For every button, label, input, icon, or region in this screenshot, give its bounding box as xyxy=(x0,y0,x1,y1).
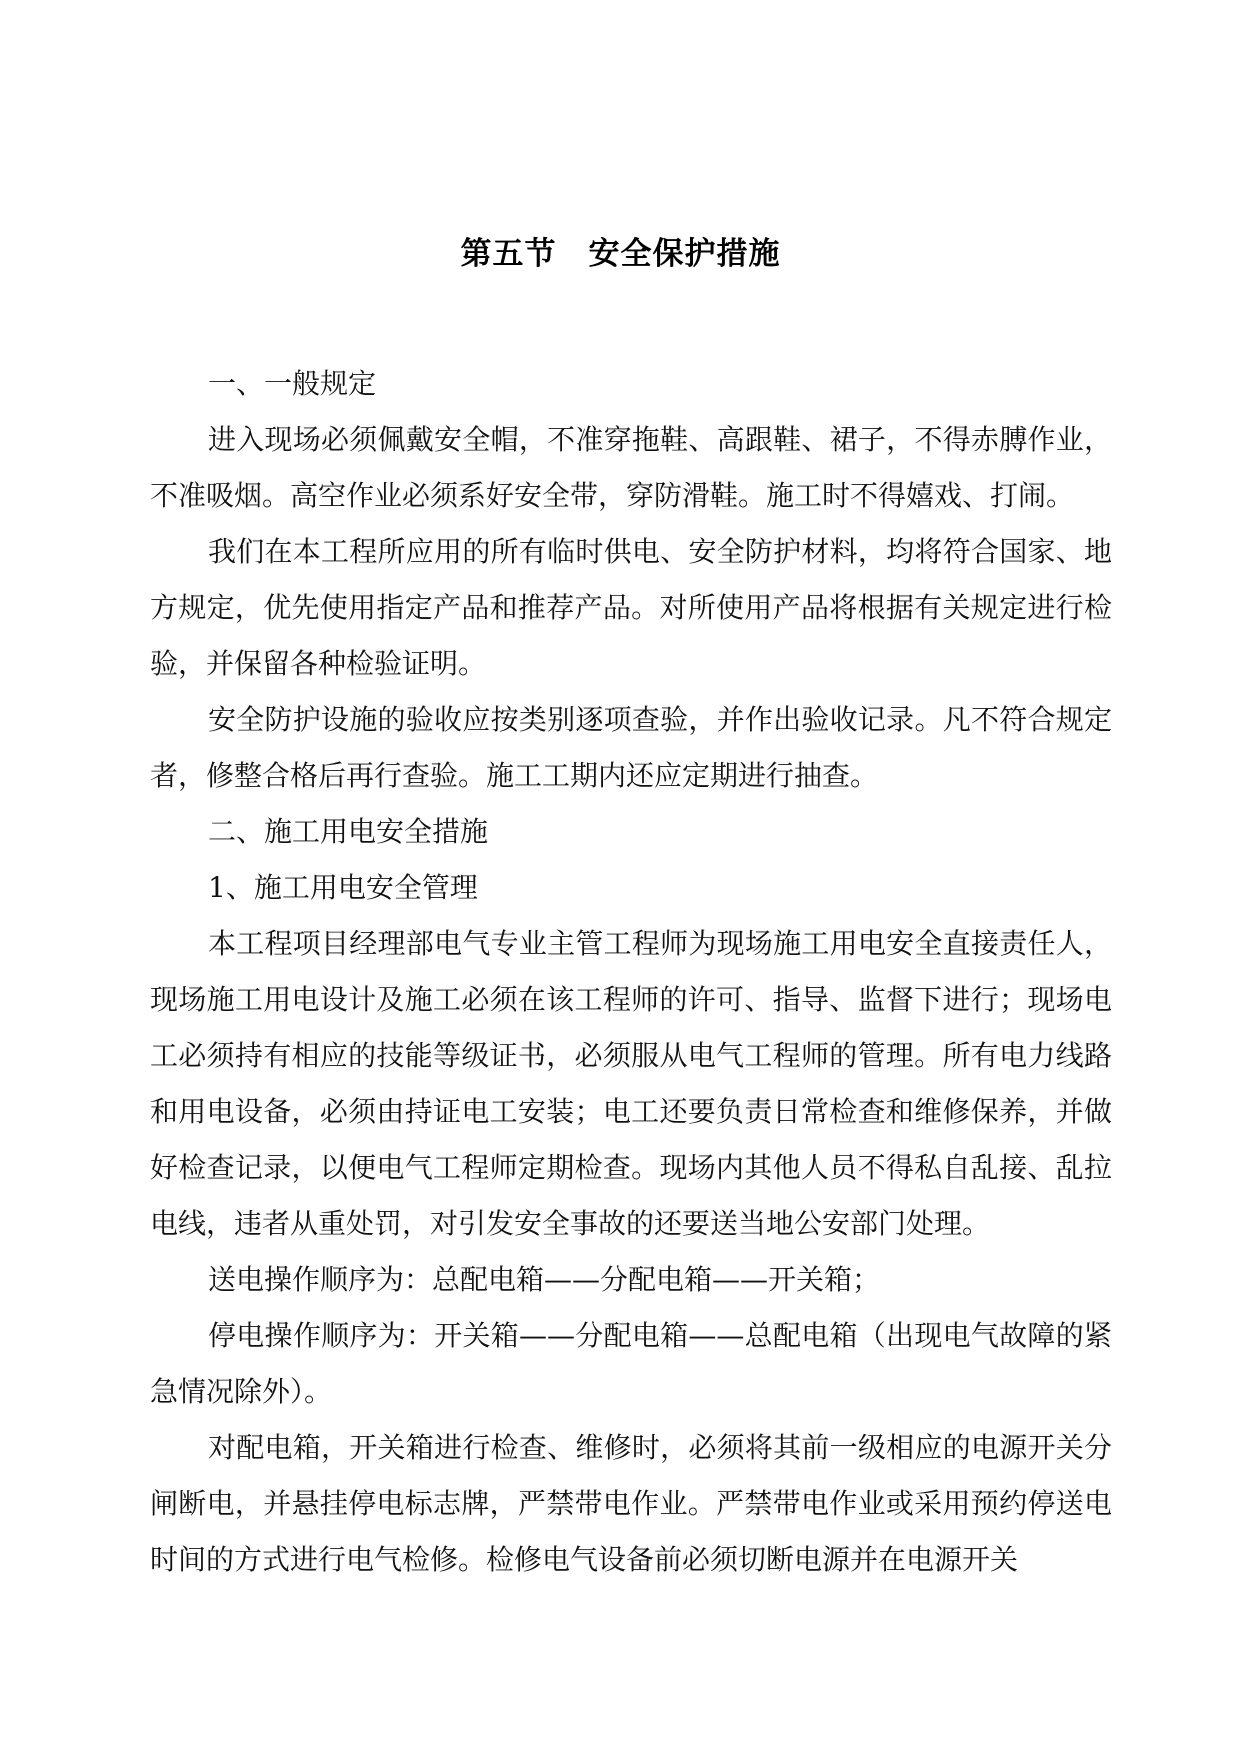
paragraph-materials-standards: 我们在本工程所应用的所有临时供电、安全防护材料，均将符合国家、地方规定，优先使用指定产品和推荐产品。对所使用产品将根据有关规定进行检验，并保留各种检验证明。 xyxy=(150,535,1112,680)
paragraph-site-entry-rules: 进入现场必须佩戴安全帽，不准穿拖鞋、高跟鞋、裙子，不得赤膊作业，不准吸烟。高空作业必须系好安全带，穿防滑鞋。施工时不得嬉戏、打闹。 xyxy=(150,423,1112,512)
section-title: 第五节 安全保护措施 xyxy=(460,236,781,272)
document-body xyxy=(150,356,1112,1588)
heading-general-rules: 一、一般规定 xyxy=(208,367,377,400)
paragraph-facility-inspection: 安全防护设施的验收应按类别逐项查验，并作出验收记录。凡不符合规定者，修整合格后再行查验。施工工期内还应定期进行抽查。 xyxy=(150,703,1112,792)
paragraph-power-on-sequence: 送电操作顺序为：总配电箱——分配电箱——开关箱； xyxy=(208,1263,881,1296)
paragraph-maintenance-rules: 对配电箱，开关箱进行检查、维修时，必须将其前一级相应的电源开关分闸断电，并悬挂停电标志牌，严禁带电作业。严禁带电作业或采用预约停送电时间的方式进行电气检修。检修电气设备前必须切断电源并在电源开关 xyxy=(150,1431,1112,1576)
paragraph-responsibility: 本工程项目经理部电气专业主管工程师为现场施工用电安全直接责任人，现场施工用电设计及施工必须在该工程师的许可、指导、监督下进行；现场电工必须持有相应的技能等级证书，必须服从电气工程师的管理。所有电力线路和用电设备，必须由持证电工安装；电工还要负责日常检查和维修保养，并做好检查记录，以便电气工程师定期检查。现场内其他人员不得私自乱接、乱拉电线，违者从重处罚，对引发安全事故的还要送当地公安部门处理。 xyxy=(150,927,1112,1240)
subheading-electrical-management: 1、施工用电安全管理 xyxy=(208,871,478,904)
heading-electrical-safety: 二、施工用电安全措施 xyxy=(208,815,489,848)
paragraph-power-off-sequence: 停电操作顺序为：开关箱——分配电箱——总配电箱（出现电气故障的紧急情况除外）。 xyxy=(150,1319,1112,1408)
